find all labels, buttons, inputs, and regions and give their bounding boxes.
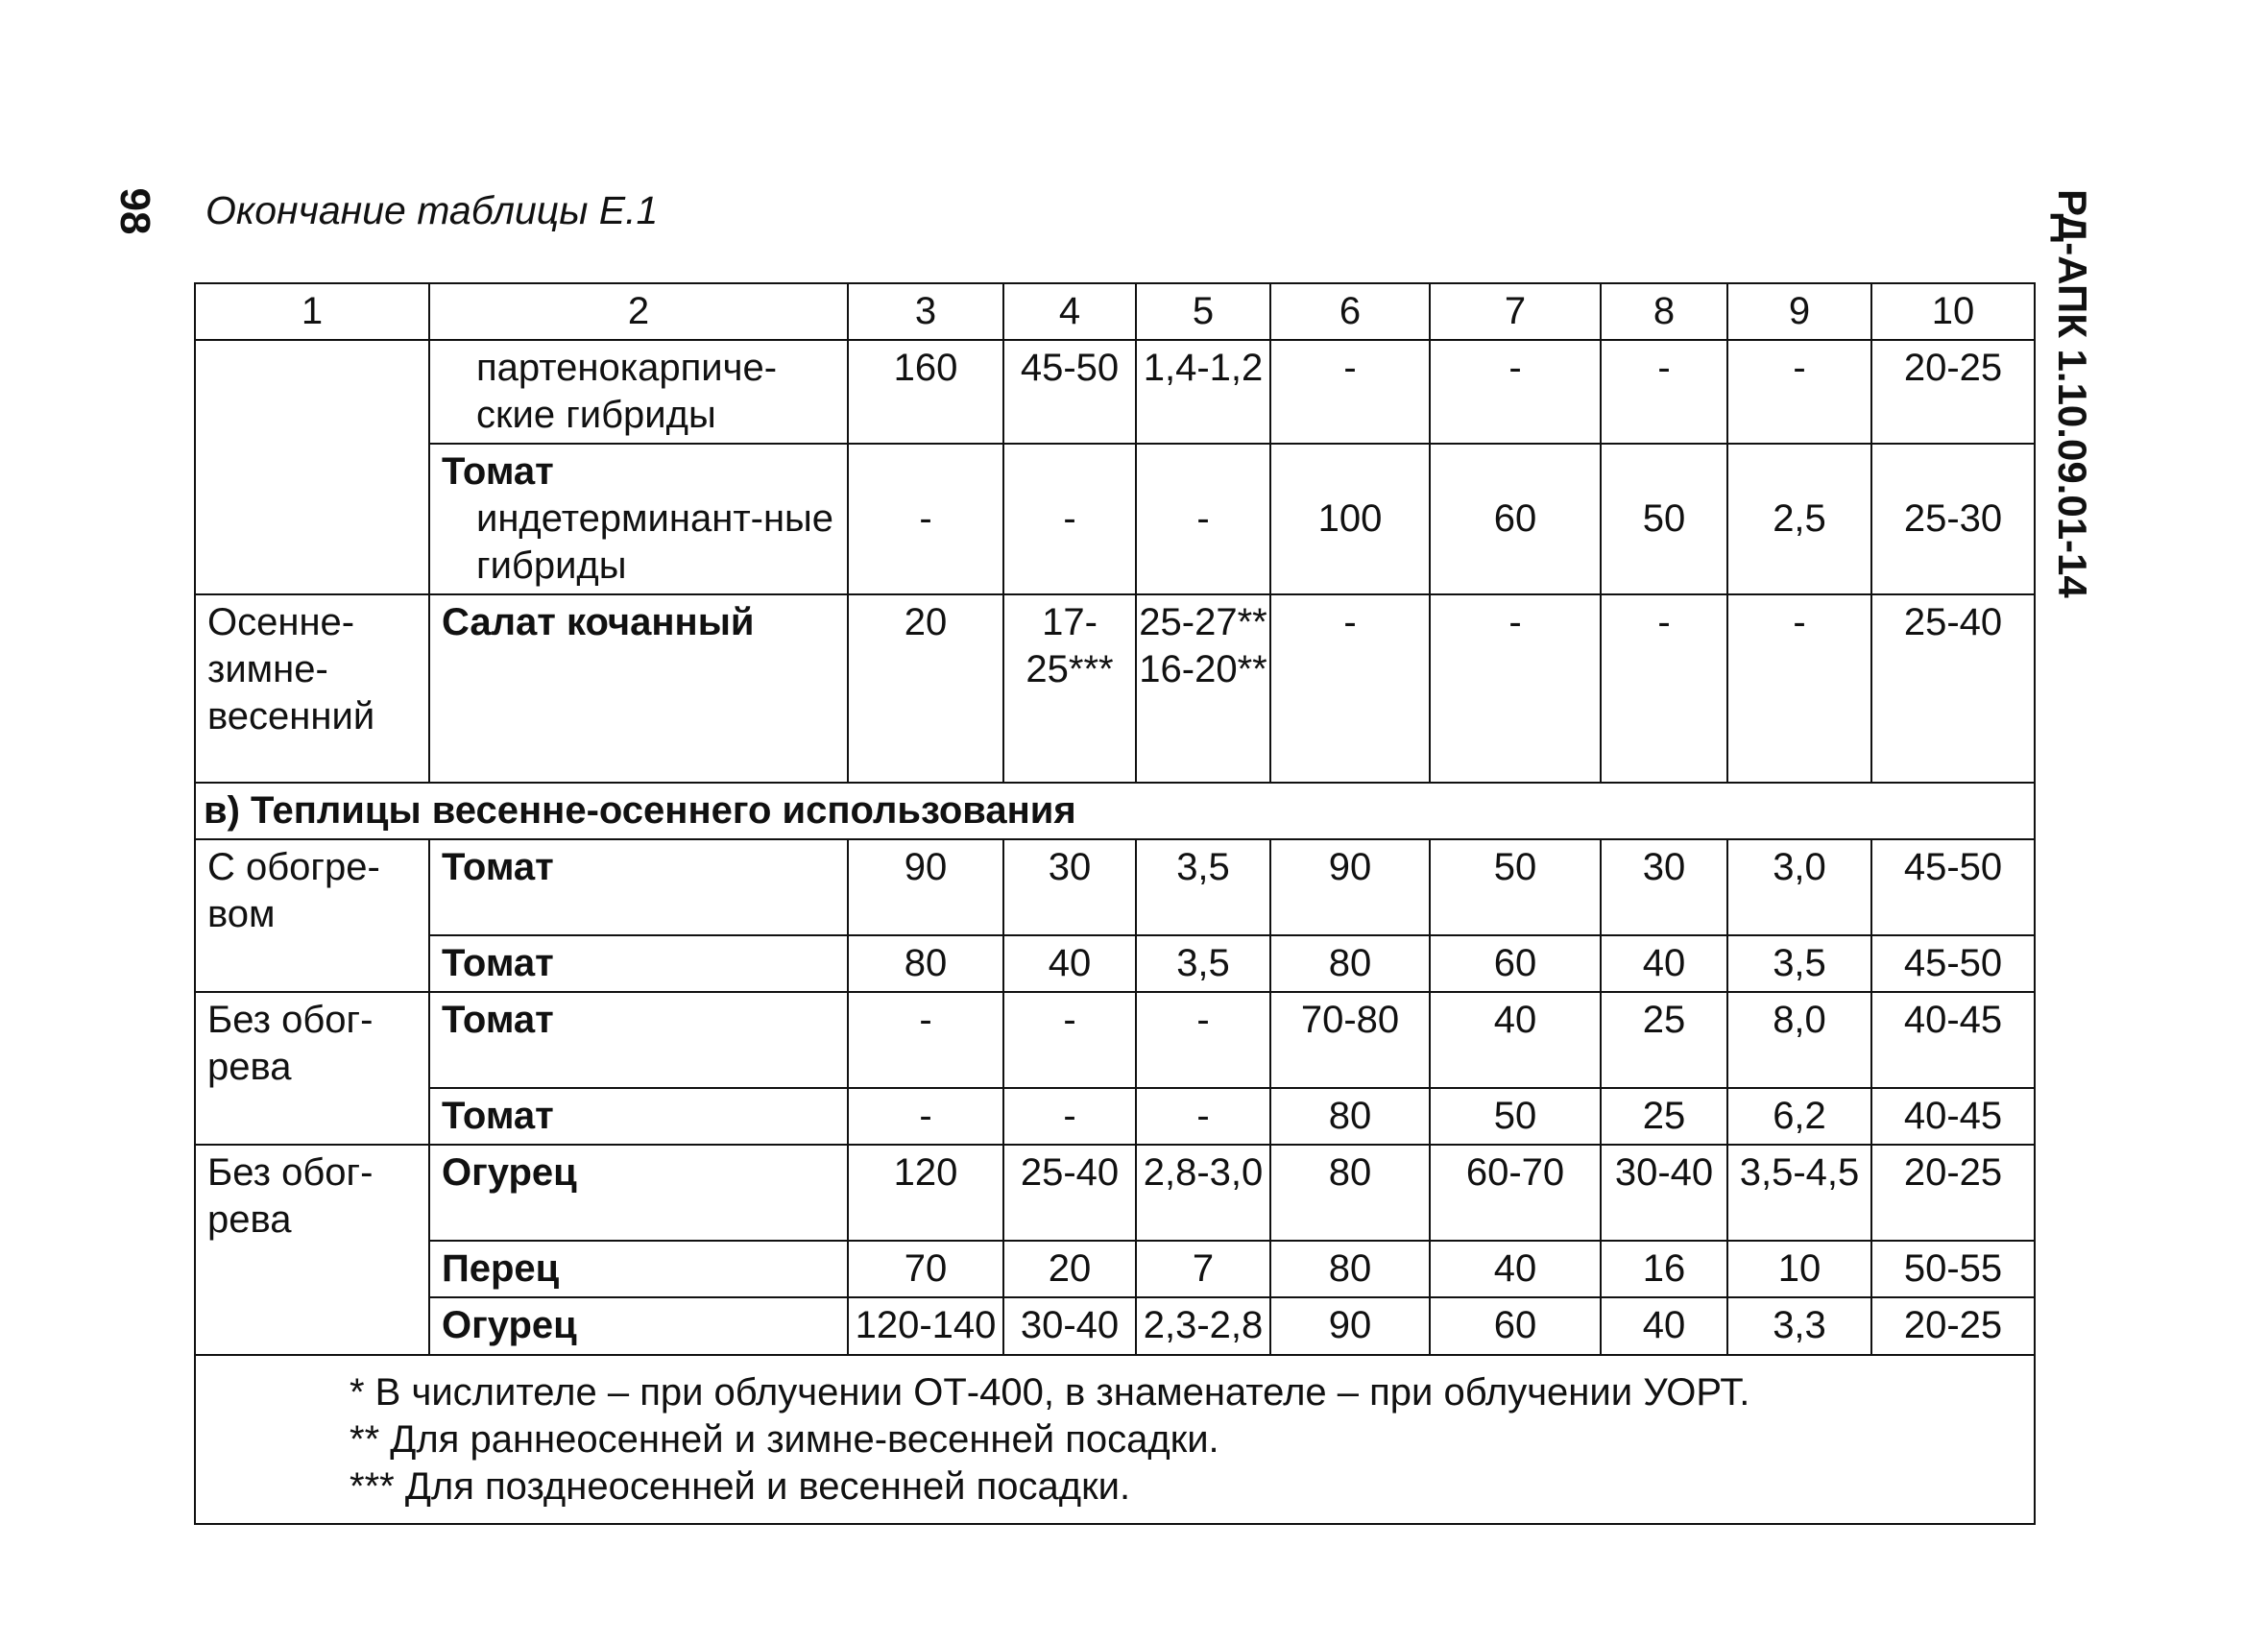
table-cell: 3,0 bbox=[1727, 839, 1871, 935]
table-cell: 10 bbox=[1727, 1241, 1871, 1297]
header-row bbox=[195, 283, 2035, 340]
header-cell: 9 bbox=[1727, 283, 1871, 340]
table-cell: 25-40 bbox=[1871, 594, 2035, 783]
table-cell: 25 bbox=[1601, 1088, 1727, 1145]
table-cell: 80 bbox=[848, 935, 1003, 992]
table-cell: 40-45 bbox=[1871, 992, 2035, 1088]
table-cell: 17-25*** bbox=[1003, 594, 1136, 783]
page-number: 98 bbox=[111, 187, 158, 235]
table-cell: 2,5 bbox=[1727, 444, 1871, 594]
table-cell: 6,2 bbox=[1727, 1088, 1871, 1145]
table-cell: 160 bbox=[848, 340, 1003, 444]
table-cell: - bbox=[848, 992, 1003, 1088]
table-row bbox=[195, 992, 2035, 1088]
table-cell: 1,4-1,2 bbox=[1136, 340, 1270, 444]
section-title: в) Теплицы весенне-осеннего использования bbox=[195, 783, 2035, 839]
table-cell: 30-40 bbox=[1601, 1145, 1727, 1241]
table-cell: 60-70 bbox=[1430, 1145, 1601, 1241]
table-cell: 20 bbox=[848, 594, 1003, 783]
footnotes bbox=[195, 1355, 2035, 1524]
table-cell: - bbox=[848, 444, 1003, 594]
table-cell: 20-25 bbox=[1871, 340, 2035, 444]
heating-cell: С обогре-вом bbox=[195, 839, 429, 992]
crop-name: Томат bbox=[442, 450, 554, 493]
table-cell: 100 bbox=[1270, 444, 1430, 594]
table-cell: 16 bbox=[1601, 1241, 1727, 1297]
season-cell: Осенне-зимне-весенний bbox=[195, 594, 429, 783]
cell-value: 25-27** bbox=[1139, 601, 1267, 643]
empty-cell bbox=[195, 340, 429, 594]
table-cell: - bbox=[1003, 1088, 1136, 1145]
table-cell: 3,5-4,5 bbox=[1727, 1145, 1871, 1241]
table-cell: - bbox=[1003, 444, 1136, 594]
table-cell bbox=[1136, 594, 1270, 783]
crop-variety: индетерминант-ные гибриды bbox=[476, 497, 834, 587]
table-row bbox=[195, 935, 2035, 992]
table-cell: - bbox=[1430, 340, 1601, 444]
table-cell: 2,3-2,8 bbox=[1136, 1297, 1270, 1355]
table-cell: - bbox=[1136, 444, 1270, 594]
table-cell: 60 bbox=[1430, 444, 1601, 594]
table-cell: 70 bbox=[848, 1241, 1003, 1297]
table-cell: 50 bbox=[1430, 839, 1601, 935]
footnote: *** Для позднеосенней и весенней посадки. bbox=[350, 1464, 1131, 1508]
section-row bbox=[195, 783, 2035, 839]
table-cell: - bbox=[1727, 594, 1871, 783]
cell-value: 16-20** bbox=[1139, 648, 1267, 690]
table-cell: 60 bbox=[1430, 935, 1601, 992]
table-row bbox=[195, 1241, 2035, 1297]
table-cell: - bbox=[1136, 1088, 1270, 1145]
table-row bbox=[195, 839, 2035, 935]
table-cell: 90 bbox=[848, 839, 1003, 935]
table-cell: 90 bbox=[1270, 839, 1430, 935]
table-cell: - bbox=[1601, 340, 1727, 444]
table-cell: 40 bbox=[1601, 935, 1727, 992]
table-cell: 7 bbox=[1136, 1241, 1270, 1297]
header-cell: 6 bbox=[1270, 283, 1430, 340]
table-cell: - bbox=[1727, 340, 1871, 444]
table-row bbox=[195, 594, 2035, 783]
table-cell: 8,0 bbox=[1727, 992, 1871, 1088]
table-cell: 120-140 bbox=[848, 1297, 1003, 1355]
footnote: * В числителе – при облучении ОТ-400, в знаменателе – при облучении УОРТ. bbox=[350, 1370, 1750, 1414]
header-cell: 3 bbox=[848, 283, 1003, 340]
table-cell: - bbox=[1270, 340, 1430, 444]
table-cell: 25-30 bbox=[1871, 444, 2035, 594]
crop-cell: Перец bbox=[429, 1241, 848, 1297]
table-cell: 40-45 bbox=[1871, 1088, 2035, 1145]
crop-cell: Томат bbox=[429, 992, 848, 1088]
notes-row bbox=[195, 1355, 2035, 1524]
table-cell: 30 bbox=[1601, 839, 1727, 935]
data-table bbox=[194, 282, 2036, 1525]
document-code: РД-АПК 1.10.09.01-14 bbox=[2050, 189, 2095, 598]
crop-cell: Томат bbox=[429, 839, 848, 935]
table-row bbox=[195, 444, 2035, 594]
table-cell: 30-40 bbox=[1003, 1297, 1136, 1355]
crop-cell: партенокарпиче-ские гибриды bbox=[429, 340, 848, 444]
table-cell: 120 bbox=[848, 1145, 1003, 1241]
table-cell: 80 bbox=[1270, 1145, 1430, 1241]
table-row bbox=[195, 1145, 2035, 1241]
table-cell: 50 bbox=[1601, 444, 1727, 594]
table-cell: 60 bbox=[1430, 1297, 1601, 1355]
table-cell: 45-50 bbox=[1871, 935, 2035, 992]
heating-cell: Без обог-рева bbox=[195, 992, 429, 1145]
crop-cell: Салат кочанный bbox=[429, 594, 848, 783]
table-cell: 3,5 bbox=[1136, 839, 1270, 935]
table-row bbox=[195, 1297, 2035, 1355]
table-cell: 2,8-3,0 bbox=[1136, 1145, 1270, 1241]
header-cell: 10 bbox=[1871, 283, 2035, 340]
table-cell: 20-25 bbox=[1871, 1297, 2035, 1355]
table-cell: 90 bbox=[1270, 1297, 1430, 1355]
table-cell: 30 bbox=[1003, 839, 1136, 935]
table-cell: 50-55 bbox=[1871, 1241, 2035, 1297]
table-cell: 20-25 bbox=[1871, 1145, 2035, 1241]
header-cell: 8 bbox=[1601, 283, 1727, 340]
table-cell: 40 bbox=[1430, 992, 1601, 1088]
heating-cell: Без обог-рева bbox=[195, 1145, 429, 1355]
table-cell: 40 bbox=[1430, 1241, 1601, 1297]
table-row bbox=[195, 1088, 2035, 1145]
table-cell: 80 bbox=[1270, 935, 1430, 992]
table-cell: 25-40 bbox=[1003, 1145, 1136, 1241]
table-cell: 50 bbox=[1430, 1088, 1601, 1145]
table-cell: - bbox=[1003, 992, 1136, 1088]
table-cell: 3,3 bbox=[1727, 1297, 1871, 1355]
table-cell: 3,5 bbox=[1136, 935, 1270, 992]
header-cell: 7 bbox=[1430, 283, 1601, 340]
table-row bbox=[195, 340, 2035, 444]
table-cell: 3,5 bbox=[1727, 935, 1871, 992]
table-cell: 45-50 bbox=[1871, 839, 2035, 935]
table-cell: 45-50 bbox=[1003, 340, 1136, 444]
table-cell: 70-80 bbox=[1270, 992, 1430, 1088]
table-cell: 25 bbox=[1601, 992, 1727, 1088]
table-cell: - bbox=[1270, 594, 1430, 783]
table-cell: - bbox=[1430, 594, 1601, 783]
crop-cell: Томат bbox=[429, 1088, 848, 1145]
header-cell: 1 bbox=[195, 283, 429, 340]
table-cell: - bbox=[848, 1088, 1003, 1145]
header-cell: 4 bbox=[1003, 283, 1136, 340]
header-cell: 5 bbox=[1136, 283, 1270, 340]
crop-cell bbox=[429, 444, 848, 594]
table-cell: 80 bbox=[1270, 1241, 1430, 1297]
crop-cell: Огурец bbox=[429, 1145, 848, 1241]
table-cell: - bbox=[1136, 992, 1270, 1088]
table-cell: 80 bbox=[1270, 1088, 1430, 1145]
header-cell: 2 bbox=[429, 283, 848, 340]
crop-cell: Огурец bbox=[429, 1297, 848, 1355]
footnote: ** Для раннеосенней и зимне-весенней посадки. bbox=[350, 1417, 1219, 1461]
table-cell: - bbox=[1601, 594, 1727, 783]
crop-cell: Томат bbox=[429, 935, 848, 992]
table-cell: 20 bbox=[1003, 1241, 1136, 1297]
table-caption: Окончание таблицы Е.1 bbox=[205, 188, 659, 232]
table-cell: 40 bbox=[1003, 935, 1136, 992]
table-cell: 40 bbox=[1601, 1297, 1727, 1355]
